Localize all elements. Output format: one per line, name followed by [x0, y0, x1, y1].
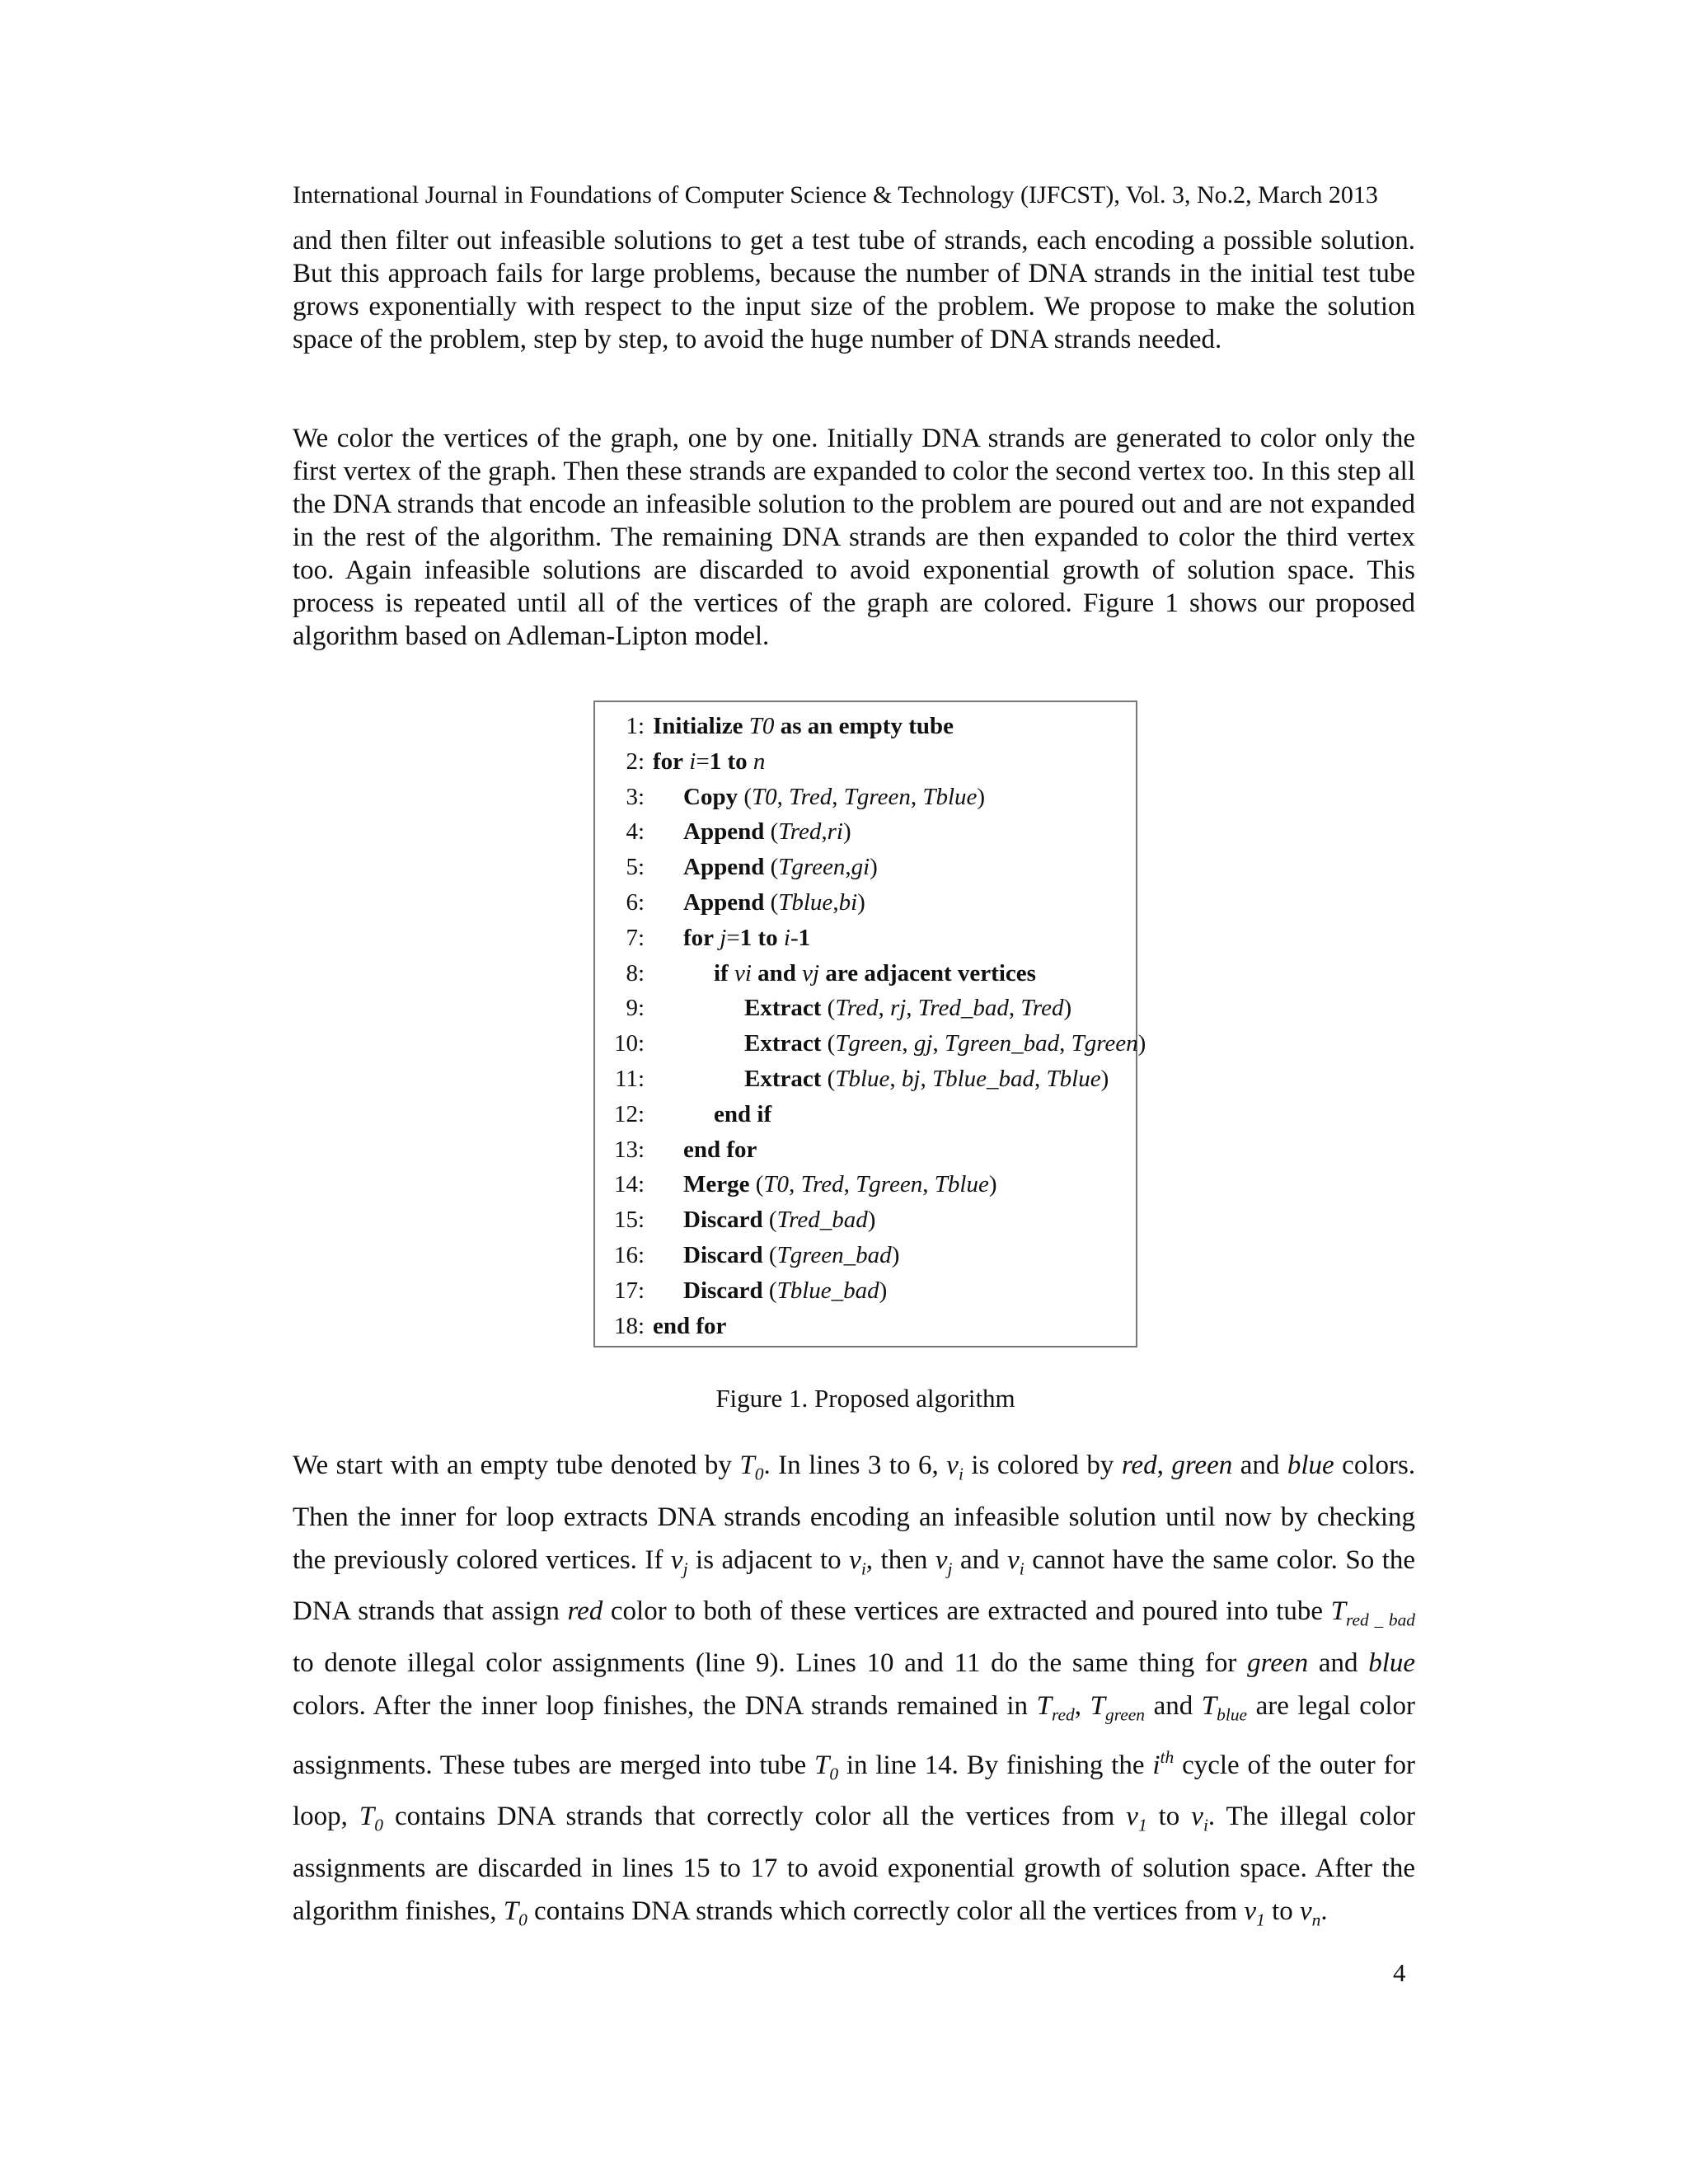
p3-text: cannot have the same color. So the DNA strands that assign	[293, 1544, 1416, 1626]
line-number: 3:	[626, 783, 645, 810]
algorithm-line	[595, 850, 1139, 885]
algorithm-code: Extract (Tred, rj, Tred_bad, Tred)	[744, 995, 1072, 1022]
algorithm-code: Discard (Tred_bad)	[683, 1207, 876, 1234]
math-vi: $v_i$	[849, 1544, 866, 1578]
math-T0: $T_0$	[814, 1750, 839, 1784]
p3-text: cycle of the outer for loop,	[293, 1750, 1416, 1832]
word-blue: blue	[1368, 1647, 1416, 1678]
line-number: 16:	[613, 1242, 645, 1268]
algorithm-line	[595, 744, 1139, 780]
p3-text: in line 14. By finishing the	[846, 1750, 1145, 1780]
running-header: International Journal in Foundations of Computer Science & Technology (IJFCST), Vol. 3, No.2, March 2013	[293, 181, 1378, 209]
line-number: 9:	[626, 995, 645, 1022]
p3-text: to denote illegal color assignments (line 9). Lines 10 and 11 do the same thing for	[293, 1647, 1237, 1678]
algorithm-code: Extract (Tblue, bj, Tblue_bad, Tblue)	[744, 1066, 1109, 1092]
math-T-blue: $T_{blue}$	[1201, 1690, 1248, 1724]
algorithm-line	[595, 1273, 1139, 1309]
p3-text: is adjacent to	[696, 1544, 842, 1575]
algorithm-figure	[593, 701, 1146, 1347]
word-red: red	[1121, 1451, 1157, 1480]
paragraph-1: and then filter out infeasible solutions to get a test tube of strands, each encoding a possible solution. But this approach fails for large problems, because the number of DNA strands in the initial test tube grows exponentially with respect to the input size of the problem. We propose to make the solution space of the problem, step by step, to avoid the huge number of DNA strands needed.	[293, 226, 1415, 354]
p3-text: and	[1318, 1647, 1358, 1678]
line-number: 2:	[626, 748, 645, 775]
word-green: green	[1171, 1451, 1233, 1480]
p3-text: colors. After the inner loop finishes, the DNA strands remained in	[293, 1690, 1029, 1721]
p3-text: is colored by	[971, 1451, 1114, 1480]
algorithm-line	[595, 1309, 1139, 1344]
algorithm-line	[595, 1238, 1139, 1273]
algorithm-line	[595, 814, 1139, 850]
line-number: 10:	[613, 1030, 645, 1057]
word-blue: blue	[1287, 1451, 1334, 1480]
p3-text: and	[1153, 1690, 1193, 1721]
algorithm-code: if vi and vj are adjacent vertices	[714, 959, 1036, 987]
p3-text: ,	[1074, 1690, 1082, 1721]
algorithm-line	[595, 1132, 1139, 1168]
p3-text: and	[1240, 1451, 1280, 1480]
line-number: 1:	[626, 713, 645, 739]
p3-text: contains DNA strands which correctly color all the vertices from	[534, 1896, 1238, 1926]
line-number: 13:	[613, 1136, 645, 1163]
algorithm-line	[595, 1202, 1139, 1238]
algorithm-code: Discard (Tgreen_bad)	[683, 1242, 900, 1268]
math-vj: $v_j$	[935, 1544, 953, 1578]
line-number: 15:	[613, 1207, 645, 1234]
algorithm-code: Merge (T0, Tred, Tgreen, Tblue)	[683, 1171, 997, 1198]
algorithm-line	[595, 885, 1139, 921]
line-number: 5:	[626, 854, 645, 881]
line-number: 11:	[615, 1066, 645, 1092]
algorithm-code: Append (Tblue,bi)	[683, 889, 865, 916]
math-T0: $T_0$	[503, 1896, 528, 1930]
math-vi: $v_i$	[1191, 1802, 1208, 1835]
algorithm-line	[595, 780, 1139, 815]
line-number: 6:	[626, 889, 645, 916]
math-T-green: $T_{green}$	[1090, 1690, 1145, 1724]
line-number: 4:	[626, 818, 645, 846]
algorithm-code: Copy (T0, Tred, Tgreen, Tblue)	[683, 783, 986, 810]
algorithm-code: for j=1 to i-1	[683, 924, 811, 951]
p3-text: We start with an empty tube denoted by	[293, 1451, 732, 1480]
line-number: 12:	[613, 1100, 645, 1127]
math-v1: $v_1$	[1244, 1896, 1265, 1930]
math-i-th: $i^{th}$	[1152, 1747, 1175, 1780]
algorithm-line	[595, 921, 1139, 956]
p3-text: color to both of these vertices are extracted and poured into tube	[610, 1596, 1324, 1626]
math-v1: $v_1$	[1126, 1802, 1147, 1835]
p3-text: to	[1272, 1896, 1293, 1926]
math-T-red-bad: $T_{red \_ bad}$	[1330, 1596, 1416, 1630]
algorithm-line	[595, 709, 1139, 744]
p3-text: , then	[865, 1544, 928, 1575]
p3-text: . The illegal color assignments are discarded in lines 15 to 17 to avoid exponential growth of solution space. After the algorithm finishes,	[293, 1802, 1416, 1926]
math-vj: $v_j$	[670, 1544, 688, 1578]
math-T-red: $T_{red}$	[1036, 1690, 1075, 1724]
paragraph-3	[293, 1444, 1415, 1941]
math-vi: $v_i$	[1007, 1544, 1025, 1578]
algorithm-code: for i=1 to n	[653, 748, 766, 775]
word-green: green	[1247, 1647, 1309, 1678]
algorithm-code: Initialize T0 as an empty tube	[653, 713, 954, 739]
p3-text: colors. Then the inner for loop extracts DNA strands encoding an infeasible solution until now by checking the previously colored vertices. If	[293, 1451, 1416, 1575]
algorithm-code: Append (Tgreen,gi)	[683, 854, 878, 881]
p3-text: .	[1320, 1896, 1328, 1926]
p3-text: ,	[1156, 1451, 1164, 1480]
algorithm-line	[595, 1167, 1139, 1202]
algorithm-code: end for	[683, 1136, 757, 1163]
line-number: 8:	[626, 959, 645, 987]
math-T0: $T_0$	[359, 1802, 383, 1835]
math-T0: $T_0$	[739, 1451, 764, 1484]
line-number: 14:	[613, 1171, 645, 1198]
word-red: red	[567, 1596, 603, 1626]
paragraph-2: We color the vertices of the graph, one by one. Initially DNA strands are generated to color only the first vertex of the graph. Then these strands are expanded to color the second vertex too. In this step all the DNA strands that encode an infeasible solution to the problem are poured out and are not expanded in the rest of the algorithm. The remaining DNA strands are then expanded to color the third vertex too. Again infeasible solutions are discarded to avoid exponential growth of solution space. This process is repeated until all of the vertices of the graph are colored. Figure 1 shows our proposed algorithm based on Adleman-Lipton model.	[293, 424, 1415, 651]
algorithm-code: Discard (Tblue_bad)	[683, 1277, 888, 1304]
math-vi: $v_i$	[946, 1451, 964, 1484]
p3-text: contains DNA strands that correctly color all the vertices from	[394, 1802, 1115, 1832]
algorithm-line	[595, 956, 1139, 991]
algorithm-line	[595, 1097, 1139, 1132]
algorithm-line	[595, 991, 1139, 1026]
line-number: 18:	[613, 1312, 645, 1339]
algorithm-code: Append (Tred,ri)	[683, 818, 851, 846]
algorithm-line	[595, 1062, 1139, 1097]
line-number: 7:	[626, 924, 645, 951]
p3-text: are legal color assignments. These tubes are merged into tube	[293, 1690, 1416, 1780]
algorithm-line	[595, 1026, 1146, 1062]
line-number: 17:	[613, 1277, 645, 1304]
algorithm-code: end if	[714, 1100, 772, 1127]
p3-text: and	[959, 1544, 1000, 1575]
math-vn: $v_n$	[1300, 1896, 1321, 1930]
page-number: 4	[1393, 1958, 1406, 1987]
figure-caption: Figure 1. Proposed algorithm	[715, 1384, 1015, 1413]
algorithm-code: Extract (Tgreen, gj, Tgreen_bad, Tgreen)	[744, 1030, 1146, 1057]
p3-text: . In lines 3 to 6,	[763, 1451, 939, 1480]
p3-text: to	[1158, 1802, 1180, 1832]
algorithm-code: end for	[653, 1312, 727, 1339]
